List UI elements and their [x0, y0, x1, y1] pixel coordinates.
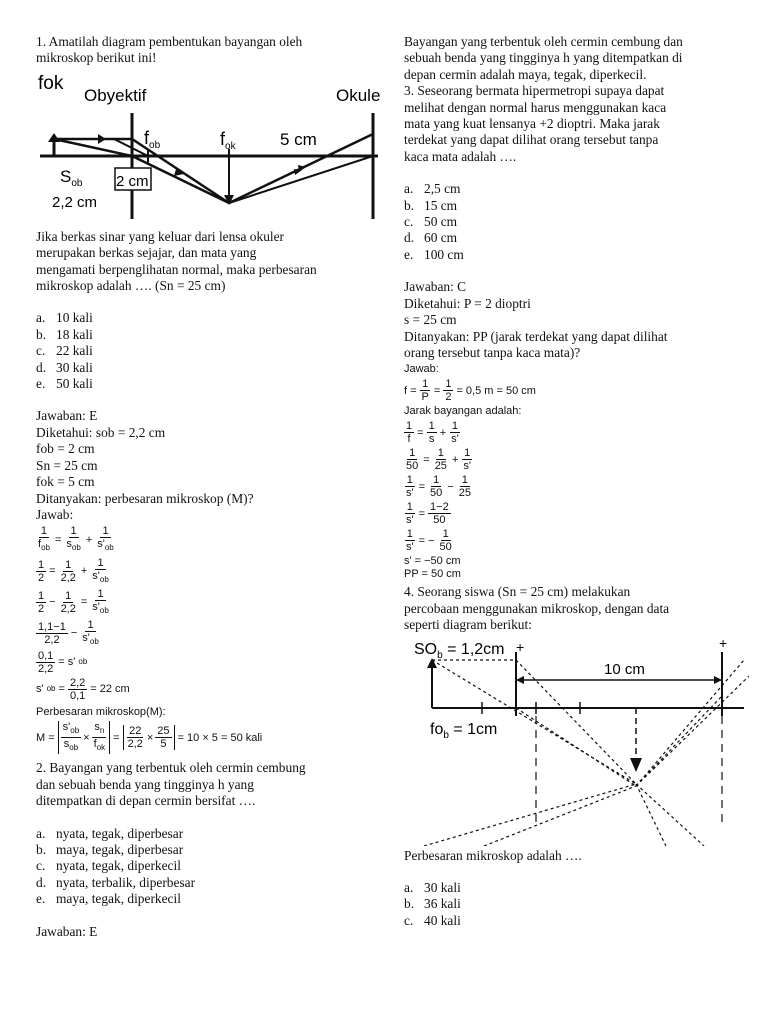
- q3-text: terdekat yang dapat dilihat orang tersebut tanpa: [404, 132, 659, 148]
- q1-jawab: Jawab:: [36, 506, 74, 522]
- q3-eq-2: $\frac{1}{50}$ = $\frac{1}{25}$ + $\frac{1}{s'}$: [406, 447, 471, 473]
- q3-eq-4: $\frac{1}{s'}$ = $\frac{1-2}{50}$: [406, 501, 449, 527]
- q3-option-e: e. 100 cm: [404, 246, 464, 262]
- q1-asked: Ditanyakan: perbesaran mikroskop (M)?: [36, 490, 254, 506]
- q2-option-e: e. maya, tegak, diperkecil: [36, 891, 181, 907]
- q4-dimension-arrowhead: [714, 676, 722, 684]
- q3-text: kaca mata adalah ….: [404, 148, 517, 164]
- q3-option-d: d. 60 cm: [404, 230, 458, 246]
- q2-explanation: depan cermin adalah maya, tegak, diperkecil.: [404, 66, 647, 82]
- q2-option-d: d. nyata, terbalik, diperbesar: [36, 874, 196, 890]
- q3-answer: Jawaban: C: [404, 279, 467, 295]
- q1-given: fok = 5 cm: [36, 474, 95, 490]
- q1-2cm-label: 2 cm: [116, 172, 149, 190]
- q2-text: dan sebuah benda yang tingginya h yang: [36, 776, 254, 792]
- q1-text: mengamati berpenglihatan normal, maka perbesaran: [36, 261, 317, 277]
- q1-eq-2: $\frac{1}{2}$ = $\frac{1}{2,2}$ + $\frac{1}{s'_{ob}}$: [38, 556, 109, 584]
- q1-ray-arrowhead: [98, 134, 106, 144]
- q4-ray: [636, 784, 704, 846]
- q1-fok-label: $f_{ok}$: [220, 128, 236, 152]
- q4-ray: [636, 676, 749, 786]
- q4-fob-label: $fo_b = 1cm$: [430, 720, 498, 741]
- q4-text: 4. Seorang siswa (Sn = 25 cm) melakukan: [404, 584, 631, 600]
- q4-option-c: c. 40 kali: [404, 912, 461, 928]
- q1-ray-arrowhead: [294, 169, 302, 175]
- q3-s-prime: s' = −50 cm: [404, 555, 461, 568]
- q3-pp: PP = 50 cm: [404, 568, 461, 581]
- q3-eq-f: f = $\frac{1}{P}$ = $\frac{1}{2}$ = 0,5 m = 50 cm: [404, 378, 536, 404]
- q4-sob-label: $SO_b = 1,2cm$: [414, 640, 505, 661]
- q1-okuler-label: Okule: [336, 85, 381, 105]
- q4-ray: [484, 786, 636, 846]
- q3-text: 3. Seseorang bermata hipermetropi supaya dapat: [404, 83, 665, 99]
- left-column: [36, 34, 381, 940]
- q1-eq-6: s' ob = $\frac{2,2}{0,1}$ = 22 cm: [36, 677, 130, 703]
- q3-text: mata yang kuat lensanya +2 dioptri. Maka jarak: [404, 116, 660, 132]
- q1-option-c: c. 22 kali: [36, 343, 93, 359]
- q3-given: Diketahui: P = 2 dioptri: [404, 295, 531, 311]
- q1-microscope-diagram: [36, 69, 381, 229]
- q4-ray: [516, 660, 636, 784]
- q4-plus-2: +: [719, 635, 728, 651]
- right-column: [404, 34, 740, 929]
- q1-5cm-label: 5 cm: [280, 129, 317, 149]
- q1-eq-mag: M = $\frac{s'_{ob}}{s_{ob}}$ × $\frac{s_n}{f_{ok}}$ = $\frac{22}{2,2}$ × $\frac{25}{5}$ = 10 × 5 = 50 kali: [36, 721, 263, 753]
- q4-question: Perbesaran mikroskop adalah ….: [404, 847, 582, 863]
- q1-sob-label: $S_{ob}$: [60, 166, 83, 189]
- q2-text: 2. Bayangan yang terbentuk oleh cermin cembung: [36, 760, 306, 776]
- q3-eq-5: $\frac{1}{s'}$ = − $\frac{1}{50}$: [406, 528, 452, 554]
- q4-ray: [636, 784, 666, 846]
- q3-option-a: a. 2,5 cm: [404, 181, 461, 197]
- q2-option-a: a. nyata, tegak, diperbesar: [36, 825, 184, 841]
- q4-text: percobaan menggunakan mikroskop, dengan data: [404, 600, 670, 616]
- q1-option-e: e. 50 kali: [36, 376, 93, 392]
- q3-jawab: Jawab:: [404, 363, 439, 376]
- q1-mag-label: Perbesaran mikroskop(M):: [36, 706, 166, 719]
- q1-given: fob = 2 cm: [36, 441, 95, 457]
- q3-jarak-label: Jarak bayangan adalah:: [404, 405, 522, 418]
- q1-eq-5: $\frac{0,1}{2,2}$ = s' ob: [38, 650, 88, 676]
- q3-text: melihat dengan normal harus menggunakan kaca: [404, 99, 667, 115]
- q4-ray: [636, 696, 722, 786]
- q4-text: seperti diagram berikut:: [404, 617, 532, 633]
- q1-answer: Jawaban: E: [36, 408, 98, 424]
- q1-obyektif-label: Obyektif: [84, 85, 147, 105]
- q1-title: mikroskop berikut ini!: [36, 50, 157, 66]
- q3-given: s = 25 cm: [404, 312, 457, 328]
- q4-dimension-arrowhead: [516, 676, 524, 684]
- q1-eq-3: $\frac{1}{2}$ − $\frac{1}{2,2}$ = $\frac{1}{s'_{ob}}$: [38, 587, 109, 615]
- q2-text: ditempatkan di depan cermin bersifat ….: [36, 793, 256, 809]
- q1-fob-label: $f_{ob}$: [144, 127, 161, 151]
- q1-given: Diketahui: sob = 2,2 cm: [36, 424, 166, 440]
- q3-asked: Ditanyakan: PP (jarak terdekat yang dapat dilihat: [404, 328, 668, 344]
- q2-answer: Jawaban: E: [36, 923, 98, 939]
- q1-text: mikroskop adalah …. (Sn = 25 cm): [36, 278, 226, 294]
- q1-title: 1. Amatilah diagram pembentukan bayangan oleh: [36, 34, 303, 49]
- q4-plus-1: +: [516, 638, 525, 655]
- q4-ray: [424, 784, 636, 846]
- q4-option-b: b. 36 kali: [404, 896, 461, 912]
- q4-microscope-diagram: [404, 636, 749, 846]
- q3-option-b: b. 15 cm: [404, 197, 458, 213]
- q4-option-a: a. 30 kali: [404, 879, 461, 895]
- q1-given: Sn = 25 cm: [36, 457, 98, 473]
- q1-eq-4: $\frac{1,1-1}{2,2}$ − $\frac{1}{s'_{ob}}$: [38, 618, 99, 647]
- q4-10cm-label: 10 cm: [604, 660, 645, 678]
- q2-option-b: b. maya, tegak, diperbesar: [36, 842, 184, 858]
- q4-image-arrowhead: [630, 758, 642, 772]
- q3-f-result: = 0,5 m = 50 cm: [456, 384, 536, 397]
- q1-option-b: b. 18 kali: [36, 326, 93, 342]
- q1-ray: [229, 156, 373, 203]
- q1-option-d: d. 30 kali: [36, 359, 93, 375]
- q4-ray: [636, 660, 744, 786]
- q3-eq-3: $\frac{1}{s'}$ = $\frac{1}{50}$ − $\frac{1}{25}$: [406, 474, 471, 500]
- q3-eq-1: $\frac{1}{f}$ = $\frac{1}{s}$ + $\frac{1}{s'}$: [406, 420, 459, 446]
- q1-fok-corner: fok: [38, 72, 64, 94]
- q1-eq-1: $\frac{1}{f_{ob}}$ = $\frac{1}{s_{ob}}$ + $\frac{1}{s'_{ob}}$: [38, 525, 114, 553]
- q1-text: Jika berkas sinar yang keluar dari lensa okuler: [36, 228, 285, 244]
- q2-explanation: Bayangan yang terbentuk oleh cermin cembung dan: [404, 34, 683, 49]
- q1-text: merupakan berkas sejajar, dan mata yang: [36, 245, 257, 261]
- q2-option-c: c. nyata, tegak, diperkecil: [36, 858, 181, 874]
- q3-option-c: c. 50 cm: [404, 214, 458, 230]
- q2-explanation: sebuah benda yang tingginya h yang ditempatkan di: [404, 50, 683, 66]
- q1-22cm-label: 2,2 cm: [52, 193, 98, 211]
- q1-mag-result: = 10 × 5 = 50 kali: [177, 731, 263, 744]
- q1-option-a: a. 10 kali: [36, 310, 93, 326]
- q3-asked: orang tersebut tanpa kaca mata)?: [404, 344, 581, 360]
